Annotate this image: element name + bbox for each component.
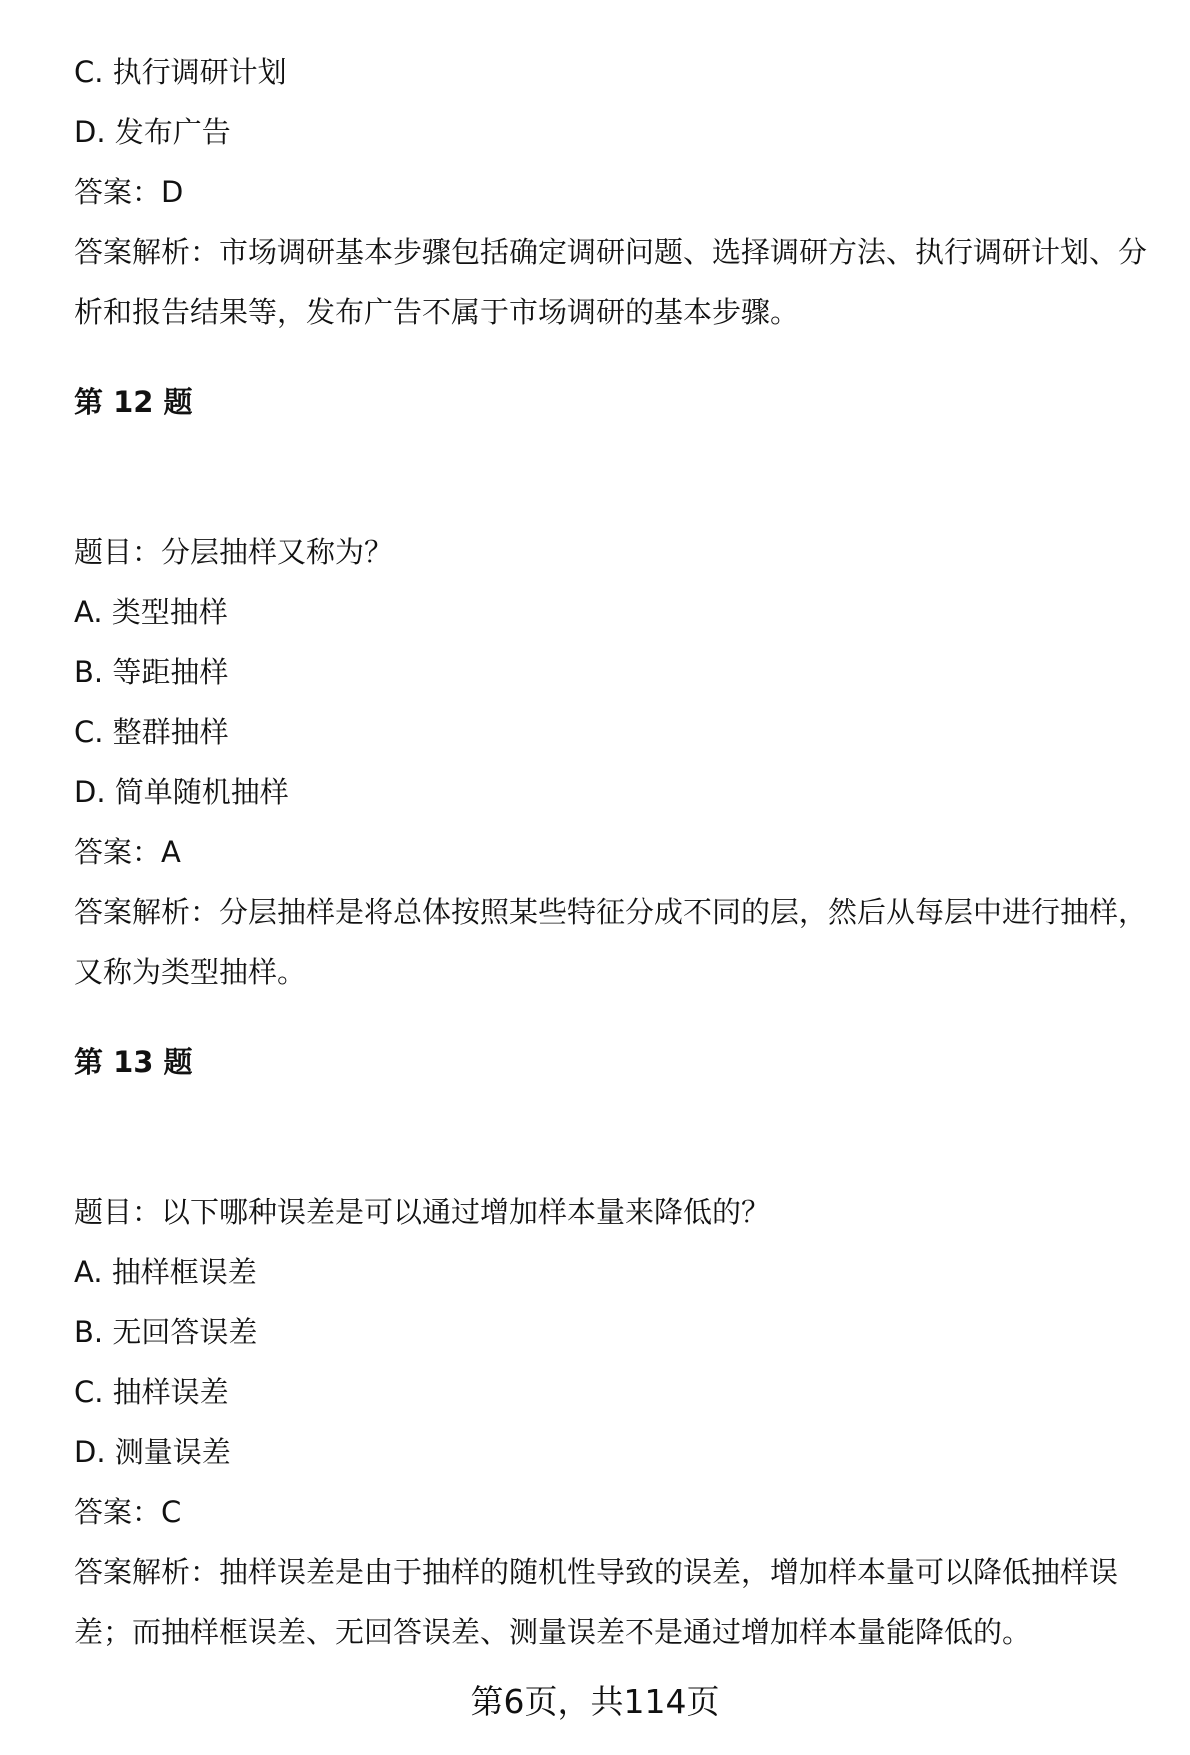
q12-option-a: A. 类型抽样 — [74, 595, 228, 629]
q13-option-a: A. 抽样框误差 — [74, 1255, 257, 1289]
q12-option-d: D. 简单随机抽样 — [74, 775, 289, 809]
q13-explanation: 答案解析：抽样误差是由于抽样的随机性导致的误差，增加样本量可以降低抽样误差；而抽样框误差、无回答误差、测量误差不是通过增加样本量能降低的。 — [74, 1555, 1119, 1649]
q13-answer: 答案：C — [74, 1495, 182, 1529]
spacer — [74, 1092, 1154, 1182]
q12-answer: 答案：A — [74, 835, 181, 869]
q12-option-c: C. 整群抽样 — [74, 715, 229, 749]
q13-option-d: D. 测量误差 — [74, 1435, 231, 1469]
q12-explanation: 答案解析：分层抽样是将总体按照某些特征分成不同的层，然后从每层中进行抽样，又称为类型抽样。 — [74, 895, 1148, 989]
q13-option-c: C. 抽样误差 — [74, 1375, 229, 1409]
q11-option-d: D. 发布广告 — [74, 115, 231, 149]
q13-title: 第 13 题 — [74, 1045, 193, 1079]
q13-option-b: B. 无回答误差 — [74, 1315, 258, 1349]
spacer — [74, 1002, 1154, 1032]
q12-option-b: B. 等距抽样 — [74, 655, 229, 689]
q12-question: 题目：分层抽样又称为？ — [74, 535, 394, 569]
q13-question: 题目：以下哪种误差是可以通过增加样本量来降低的？ — [74, 1195, 771, 1229]
spacer — [74, 432, 1154, 522]
q11-option-c: C. 执行调研计划 — [74, 55, 287, 89]
q11-explanation: 答案解析：市场调研基本步骤包括确定调研问题、选择调研方法、执行调研计划、分析和报告结果等，发布广告不属于市场调研的基本步骤。 — [74, 235, 1148, 329]
spacer — [74, 342, 1154, 372]
page-number-footer: 第6页，共114页 — [470, 1682, 720, 1721]
document-body — [74, 42, 1154, 1662]
q12-title: 第 12 题 — [74, 385, 193, 419]
q11-answer: 答案：D — [74, 175, 184, 209]
